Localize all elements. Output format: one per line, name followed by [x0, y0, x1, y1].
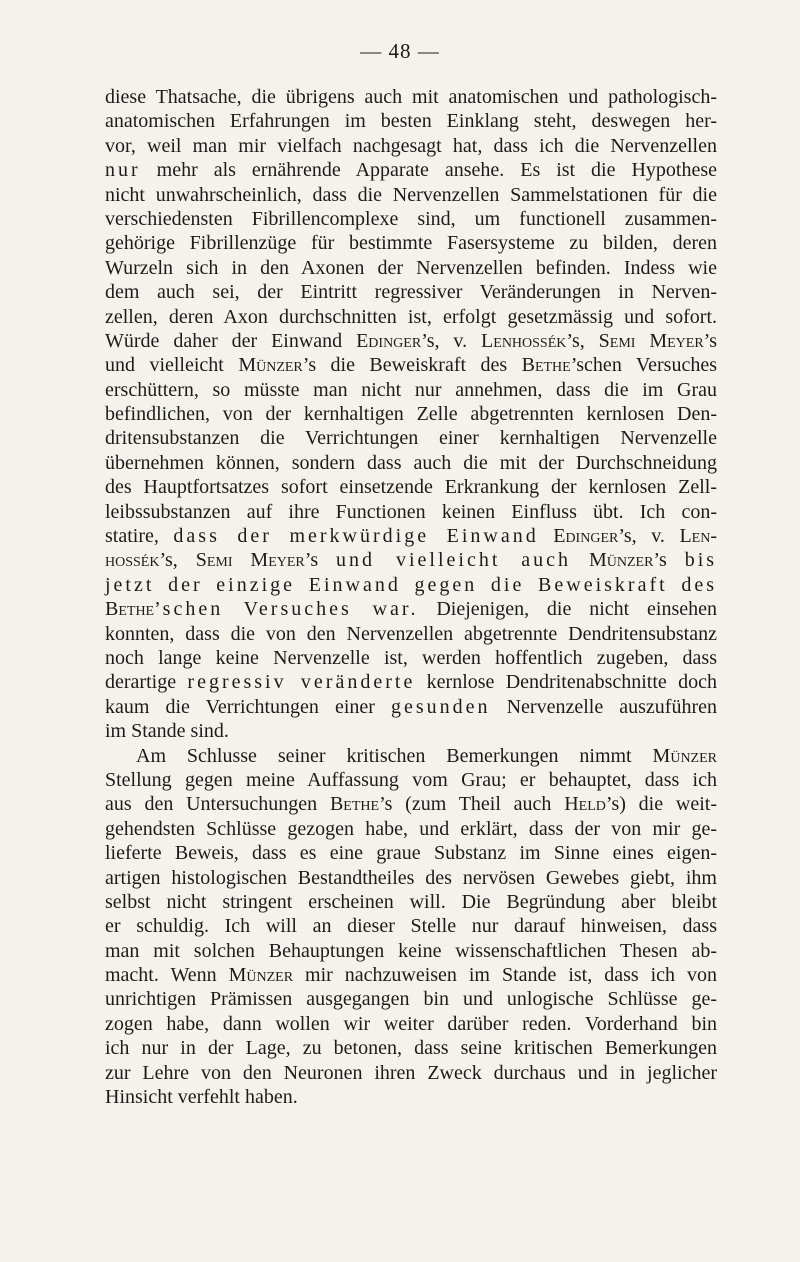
- paragraph: [105, 744, 717, 1110]
- text-line: [105, 548, 717, 572]
- author-name: Edinger: [356, 329, 422, 352]
- text-line: [105, 670, 717, 694]
- author-name: Bethe: [521, 354, 571, 377]
- text-run: dritensubstanzen die Verrichtungen einer kernhaltigen Nervenzelle: [105, 427, 717, 450]
- text-line: [105, 792, 717, 816]
- author-name: Semi Meyer: [195, 549, 305, 572]
- emphasis-text: dass der merkwürdige Einwand: [173, 525, 539, 548]
- text-line: [105, 183, 717, 207]
- text-line: [105, 817, 717, 841]
- text-run: kaum die Verrichtungen einer: [105, 695, 391, 718]
- text-line: [105, 109, 717, 133]
- text-run: leibssubstanzen auf ihre Functionen keinen Einfluss übt. Ich con-: [105, 500, 717, 523]
- text-line: [105, 939, 717, 963]
- author-name: hossék: [105, 549, 160, 572]
- text-line: [105, 280, 717, 304]
- text-run: [539, 525, 554, 547]
- text-run: er schuldig. Ich will an dieser Stelle nur darauf hinweisen, dass: [105, 915, 717, 938]
- emphasis-text: nur: [105, 159, 141, 182]
- emphasis-text: und vielleicht auch: [336, 549, 572, 572]
- author-name: Edinger: [553, 525, 619, 548]
- text-line: [105, 646, 717, 670]
- text-line: [105, 744, 717, 768]
- text-run: ’s,: [566, 329, 599, 352]
- paragraph: [105, 85, 717, 744]
- text-run: gehörige Fibrillenzüge für bestimmte Fasersysteme zu bilden, deren: [105, 232, 717, 255]
- text-run: ich nur in der Lage, zu betonen, dass seine kritischen Bemerkungen: [105, 1037, 717, 1060]
- author-name: Bethe: [329, 793, 380, 816]
- text-run: ’s) die weit-: [605, 793, 717, 816]
- text-run: artigen histologischen Bestandtheiles des nervösen Gewebes giebt, ihm: [105, 866, 717, 889]
- text-line: [105, 768, 717, 792]
- text-line: [105, 329, 717, 353]
- text-line: [105, 987, 717, 1011]
- text-run: Wurzeln sich in den Axonen der Nervenzellen befinden. Indess wie: [105, 256, 717, 279]
- text-run: übernehmen können, sondern dass auch die mit der Durchschneidung: [105, 451, 717, 474]
- emphasis-text: jetzt der einzige Einwand gegen die Beweiskraft des: [105, 573, 717, 596]
- text-run: Diejenigen, die nicht einsehen: [418, 598, 718, 621]
- text-line: [105, 305, 717, 329]
- text-run: dem auch sei, der Eintritt regressiver Veränderungen in Nerven-: [105, 281, 717, 304]
- author-name: Held: [564, 793, 606, 816]
- text-run: gehendsten Schlüsse gezogen habe, und erklärt, dass der von mir ge-: [105, 817, 717, 840]
- text-run: derartige: [105, 671, 188, 694]
- text-run: ’s: [703, 329, 718, 352]
- text-run: zogen habe, dann wollen wir weiter darüber reden. Vorderhand bin: [105, 1012, 717, 1035]
- text-run: aus den Untersuchungen: [105, 793, 330, 816]
- text-line: [105, 1036, 717, 1060]
- text-run: kernlose Dendritenabschnitte doch: [415, 671, 717, 694]
- text-run: Am Schlusse seiner kritischen Bemerkungen nimmt: [136, 744, 653, 767]
- text-line: [105, 1061, 717, 1085]
- text-run: des Hauptfortsatzes sofort einsetzende Erkrankung der kernlosen Zell-: [105, 476, 717, 499]
- text-run: ’s,: [159, 549, 196, 572]
- text-line: [105, 963, 717, 987]
- text-line: [105, 500, 717, 524]
- text-run: vor, weil man mir vielfach nachgesagt hat, dass ich die Nervenzellen: [105, 134, 717, 157]
- text-line: [105, 1012, 717, 1036]
- text-line: [105, 402, 717, 426]
- page-number: — 48 —: [360, 39, 440, 63]
- text-line: [105, 451, 717, 475]
- text-run: ’s die Beweiskraft des: [302, 354, 522, 377]
- text-line: [105, 134, 717, 158]
- text-run: noch lange keine Nervenzelle ist, werden hoffentlich zugeben, dass: [105, 646, 717, 669]
- text-run: mir nachzuweisen im Stande ist, dass ich von: [293, 964, 717, 987]
- author-name: Lenhossék: [481, 329, 567, 352]
- text-line: [105, 573, 717, 597]
- author-name: Münzer: [588, 549, 654, 572]
- text-run: erschüttern, so müsste man nicht nur annehmen, dass die im Grau: [105, 378, 717, 401]
- text-run: ’s (zum Theil auch: [379, 793, 565, 816]
- text-line: [105, 353, 717, 377]
- text-run: macht. Wenn: [105, 964, 229, 987]
- text-line: [105, 426, 717, 450]
- text-line: [105, 695, 717, 719]
- body-text: [105, 85, 717, 1109]
- text-run: ’s: [653, 549, 685, 572]
- text-run: lieferte Beweis, dass es eine graue Substanz im Sinne eines eigen-: [105, 842, 717, 865]
- text-run: befindlichen, von der kernhaltigen Zelle abgetrennten kernlosen Den-: [105, 403, 717, 426]
- text-line: [105, 378, 717, 402]
- text-run: Würde daher der Einwand: [105, 329, 357, 352]
- text-run: ’s: [304, 549, 337, 572]
- author-name: Münzer: [228, 964, 294, 987]
- text-run: unrichtigen Prämissen ausgegangen bin und unlogische Schlüsse ge-: [105, 988, 717, 1011]
- text-line: [105, 158, 717, 182]
- text-run: im Stande sind.: [105, 720, 229, 743]
- text-run: mehr als ernährende Apparate ansehe. Es ist die Hypothese: [140, 159, 717, 182]
- text-line: [105, 914, 717, 938]
- text-run: konnten, dass die von den Nervenzellen abgetrennte Dendritensubstanz: [105, 622, 717, 645]
- text-run: ’s, v.: [421, 329, 482, 352]
- text-line: [105, 475, 717, 499]
- text-run: [571, 549, 589, 571]
- text-run: Stellung gegen meine Auffassung vom Grau; er behauptet, dass ich: [105, 768, 717, 791]
- text-run: diese Thatsache, die übrigens auch mit anatomischen und pathologisch-: [105, 86, 717, 108]
- text-run: selbst nicht stringent erscheinen will. Die Begründung aber bleibt: [105, 890, 717, 913]
- text-run: nicht unwahrscheinlich, dass die Nervenzellen Sammelstationen für die: [105, 183, 717, 206]
- emphasis-text: ’schen Versuches war.: [154, 598, 419, 621]
- text-run: anatomischen Erfahrungen im besten Einklang steht, deswegen her-: [105, 110, 717, 133]
- author-name: Münzer: [652, 744, 717, 767]
- text-run: zellen, deren Axon durchschnitten ist, erfolgt gesetzmässig und sofort.: [105, 305, 717, 328]
- author-name: Münzer: [238, 354, 303, 377]
- text-run: man mit solchen Behauptungen keine wissenschaftlichen Thesen ab-: [105, 939, 717, 962]
- text-line: [105, 207, 717, 231]
- author-name: Bethe: [105, 598, 155, 621]
- text-run: ’s, v.: [618, 525, 680, 548]
- author-name: Semi Meyer: [598, 329, 704, 352]
- text-run: statire,: [105, 525, 174, 548]
- text-run: Hinsicht verfehlt haben.: [105, 1086, 298, 1109]
- text-line: [105, 524, 717, 548]
- text-line: [105, 841, 717, 865]
- text-run: Nervenzelle auszuführen: [490, 695, 717, 718]
- text-run: ’schen Versuches: [570, 354, 717, 377]
- text-line: [105, 1085, 717, 1109]
- text-run: zur Lehre von den Neuronen ihren Zweck durchaus und in jeglicher: [105, 1061, 717, 1084]
- text-run: verschiedensten Fibrillencomplexe sind, um functionell zusammen-: [105, 207, 717, 230]
- author-name: Len-: [679, 525, 717, 548]
- text-line: [105, 719, 717, 743]
- emphasis-text: bis: [684, 549, 718, 572]
- text-line: [105, 597, 717, 621]
- text-run: und vielleicht: [105, 354, 239, 377]
- emphasis-text: gesunden: [391, 695, 491, 718]
- text-line: [105, 85, 717, 109]
- text-line: [105, 622, 717, 646]
- text-line: [105, 866, 717, 890]
- text-line: [105, 231, 717, 255]
- text-line: [105, 890, 717, 914]
- text-line: [105, 256, 717, 280]
- emphasis-text: regressiv veränderte: [187, 671, 416, 694]
